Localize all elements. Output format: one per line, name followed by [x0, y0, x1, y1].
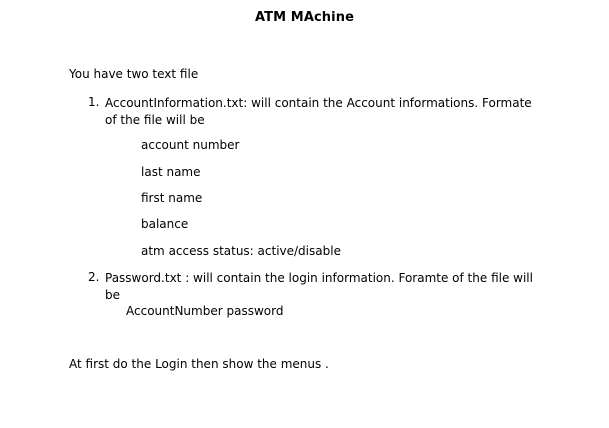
list-item-1-text: AccountInformation.txt: will contain the Account informations. Formate of the file will be [105, 96, 532, 127]
list-item-1-number: 1. [88, 95, 100, 109]
document-title: ATM MAchine [255, 10, 354, 25]
field-first-name: first name [141, 191, 203, 205]
field-last-name: last name [141, 165, 201, 179]
outro-paragraph: At first do the Login then show the menus . [69, 357, 329, 371]
password-format-line: AccountNumber password [126, 304, 284, 318]
intro-paragraph: You have two text file [69, 67, 199, 81]
field-atm-access-status: atm access status: active/disable [141, 244, 341, 258]
list-item-2-text: Password.txt : will contain the login information. Foramte of the file will be [105, 271, 533, 302]
list-item-2-number: 2. [88, 270, 100, 284]
field-balance: balance [141, 217, 189, 231]
field-account-number: account number [141, 138, 240, 152]
